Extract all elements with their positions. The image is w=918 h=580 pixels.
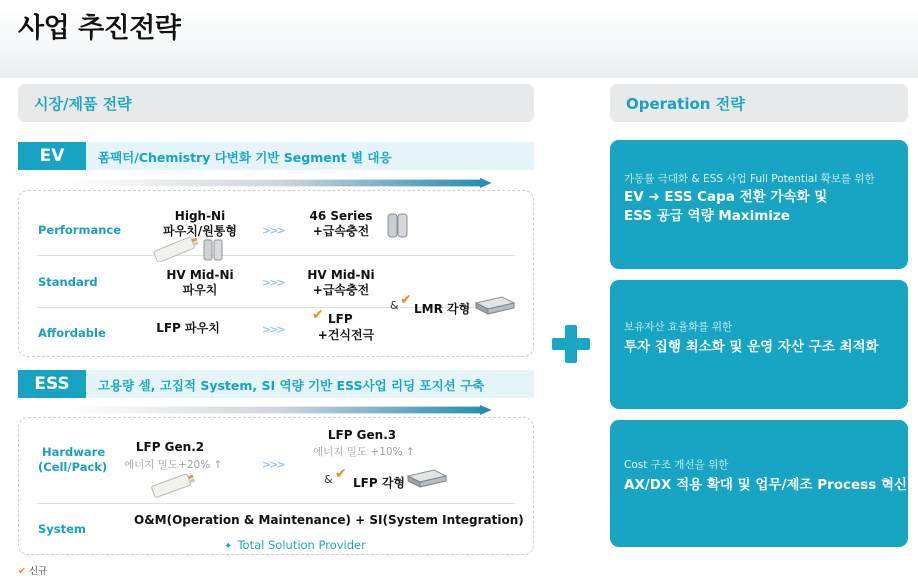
ev-headline: 폼팩터/Chemistry 다변화 기반 Segment 별 대응 xyxy=(98,150,392,165)
card-asset-title: 투자 집행 최소화 및 운영 자산 구조 최적화 xyxy=(624,339,879,355)
ev-arrow-bar xyxy=(26,178,534,188)
card-asset-subtitle: 보유자산 효율화를 위한 xyxy=(624,321,733,333)
cylindrical-cell-icon xyxy=(202,238,224,262)
ev-performance-to-line1: 46 Series xyxy=(309,209,373,223)
ev-standard-from-line1: HV Mid-Ni xyxy=(166,268,234,282)
ev-tag: EV xyxy=(18,142,86,170)
operation-card-capa xyxy=(610,140,908,269)
legend-label: 신규 xyxy=(29,566,48,577)
ess-hardware-arrow: >>> xyxy=(262,458,284,471)
ess-to-subtitle: 에너지 밀도 +10% ↑ xyxy=(313,446,415,458)
ess-tag: ESS xyxy=(18,370,86,398)
ev-performance-arrow: >>> xyxy=(262,224,284,237)
card-cost-title: AX/DX 적용 확대 및 업무/제조 Process 혁신 xyxy=(624,477,908,493)
ev-standard-from-line2: 파우치 xyxy=(182,283,218,297)
ess-lfp-prismatic-new: LFP 각형 xyxy=(353,476,406,490)
pouch-cell-icon xyxy=(148,472,198,498)
card-capa-title-line1: EV ➜ ESS Capa 전환 가속화 및 xyxy=(624,189,828,205)
prismatic-cell-icon xyxy=(472,293,518,317)
ev-performance-from-line1: High-Ni xyxy=(174,209,226,223)
ev-standard-to-line2: +급속충전 xyxy=(312,283,370,297)
operation-card-asset xyxy=(610,280,908,409)
ev-row-label-affordable: Affordable xyxy=(38,326,106,340)
ev-affordable-from: LFP 파우치 xyxy=(156,321,220,335)
ess-row-label-hardware-line2: (Cell/Pack) xyxy=(38,460,108,474)
ess-provider-text: Total Solution Provider xyxy=(237,538,366,552)
prismatic-cell-icon xyxy=(404,466,450,490)
ev-affordable-to-line2: +건식전극 xyxy=(317,328,375,342)
ev-row-label-performance: Performance xyxy=(38,223,122,237)
market-strategy-header xyxy=(18,84,534,122)
ess-row-label-system: System xyxy=(38,522,86,536)
ess-row-divider xyxy=(37,503,515,504)
card-capa-subtitle: 가동률 극대화 & ESS 사업 Full Potential 확보를 위한 xyxy=(624,173,875,185)
ess-to-title: LFP Gen.3 xyxy=(327,428,397,442)
ev-row-divider xyxy=(37,255,515,256)
46-series-cell-icon xyxy=(386,211,410,239)
ev-row-label-standard: Standard xyxy=(38,275,98,289)
ess-row-label-hardware-line1: Hardware xyxy=(42,445,106,459)
ev-headline-bar xyxy=(18,142,534,170)
new-check-icon: ✔ xyxy=(335,466,347,482)
ess-headline-bar xyxy=(18,370,534,398)
card-cost-subtitle: Cost 구조 개선을 위한 xyxy=(624,459,729,471)
ev-standard-arrow: >>> xyxy=(262,276,284,289)
operation-strategy-title: Operation 전략 xyxy=(626,95,745,113)
new-check-icon: ✔ xyxy=(18,566,26,577)
ev-lmr-new: LMR 각형 xyxy=(414,302,471,316)
card-capa-title-line2: ESS 공급 역량 Maximize xyxy=(624,208,790,224)
market-strategy-title: 시장/제품 전략 xyxy=(34,95,132,113)
ev-affordable-arrow: >>> xyxy=(262,323,284,336)
ev-standard-to-line1: HV Mid-Ni xyxy=(307,268,375,282)
ev-performance-to-line2: +급속충전 xyxy=(312,224,370,238)
ev-performance-from-line2: 파우치/원통형 xyxy=(163,224,237,238)
ess-extra-amp: & xyxy=(324,473,333,486)
page-title: 사업 추진전략 xyxy=(18,13,181,44)
operation-strategy-header xyxy=(610,84,908,122)
ess-system-text: O&M(Operation & Maintenance) + SI(System Integration) xyxy=(134,513,524,527)
legend xyxy=(18,563,47,577)
ess-from-title: LFP Gen.2 xyxy=(135,440,205,454)
pouch-cell-icon xyxy=(150,236,202,262)
ess-provider-line xyxy=(224,534,366,553)
sparkle-icon: ✦ xyxy=(224,541,233,552)
ev-extra-amp: & xyxy=(390,299,399,312)
ess-arrow-bar xyxy=(26,405,534,415)
ess-from-subtitle: 에너지 밀도+20% ↑ xyxy=(124,459,223,471)
plus-icon xyxy=(552,325,590,363)
new-check-icon: ✔ xyxy=(400,292,412,308)
ess-headline: 고용량 셀, 고집적 System, SI 역량 기반 ESS사업 리딩 포지션 구축 xyxy=(98,378,485,393)
ev-affordable-to-line1: LFP xyxy=(328,312,353,326)
operation-card-cost xyxy=(610,420,908,547)
new-check-icon: ✔ xyxy=(312,307,324,323)
